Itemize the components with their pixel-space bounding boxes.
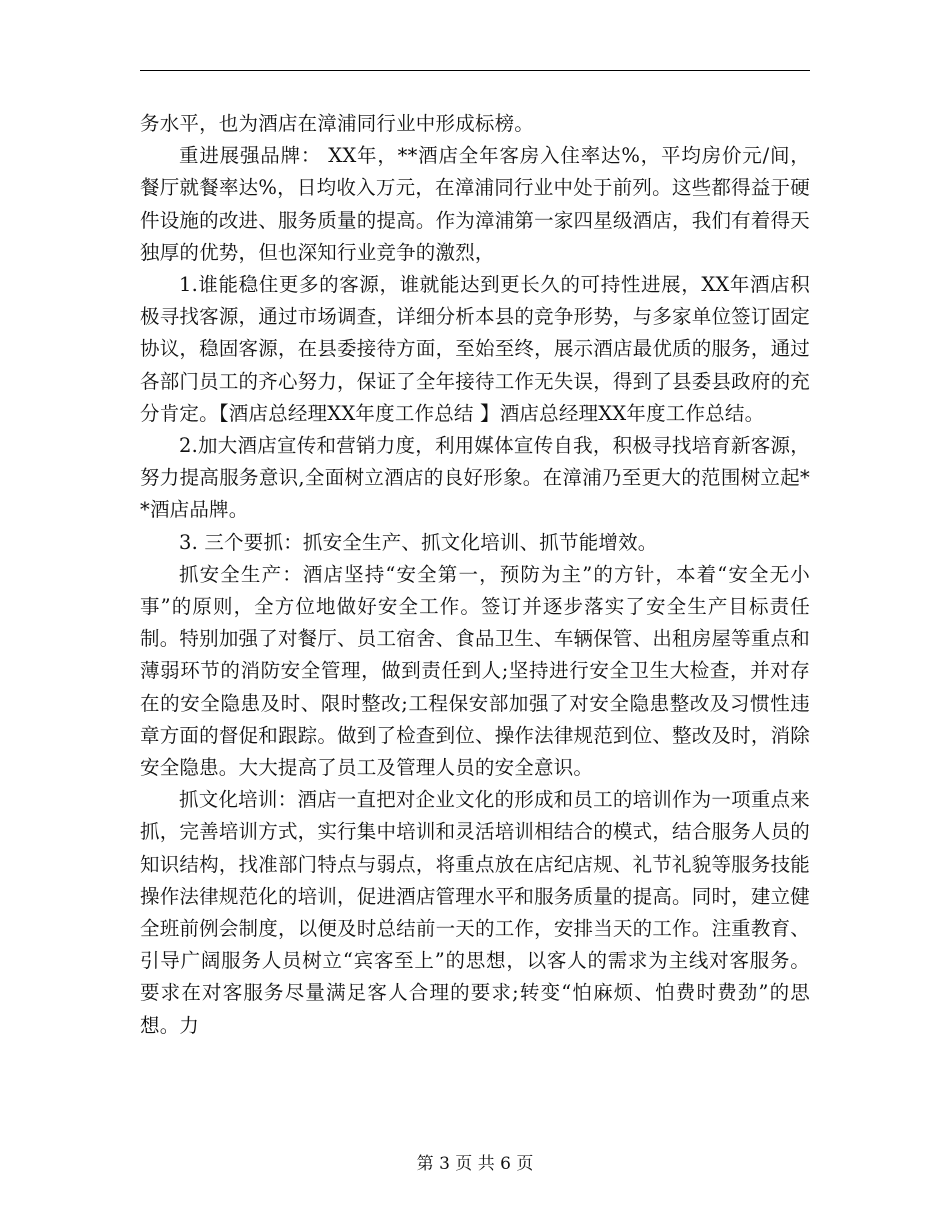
paragraph: 抓安全生产：酒店坚持“安全第一，预防为主”的方针，本着“安全无小事”的原则，全方位地做好安全工作。签订并逐步落实了安全生产目标责任制。特别加强了对餐厅、员工宿舍、食品卫生、车辆保管、出租房屋等重点和薄弱环节的消防安全管理，做到责任到人;坚持进行安全卫生大检查，并对存在的安全隐患及时、限时整改;工程保安部加强了对安全隐患整改及习惯性违章方面的督促和跟踪。做到了检查到位、操作法律规范到位、整改及时，消除安全隐患。大大提高了员工及管理人员的安全意识。 [140,562,810,780]
paragraph: 抓文化培训：酒店一直把对企业文化的形成和员工的培训作为一项重点来抓，完善培训方式，实行集中培训和灵活培训相结合的模式，结合服务人员的知识结构，找准部门特点与弱点，将重点放在店纪店规、礼节礼貌等服务技能操作法律规范化的培训，促进酒店管理水平和服务质量的提高。同时，建立健全班前例会制度，以便及时总结前一天的工作，安排当天的工作。注重教育、引导广阔服务人员树立“宾客至上”的思想，以客人的需求为主线对客服务。要求在对客服务尽量满足客人合理的要求;转变“怕麻烦、怕费时费劲”的思想。力 [140,788,810,1037]
page-number: 第 3 页 共 6 页 [416,1154,534,1174]
paragraph: 2.加大酒店宣传和营销力度，利用媒体宣传自我，积极寻找培育新客源，努力提高服务意识,全面树立酒店的良好形象。在漳浦乃至更大的范围树立起**酒店品牌。 [140,434,810,522]
paragraph: 3. 三个要抓：抓安全生产、抓文化培训、抓节能增效。 [179,530,658,554]
document-body [140,108,810,1042]
paragraph: 重进展强品牌： XX年，**酒店全年客房入住率达%，平均房价元/间，餐厅就餐率达%，日均收入万元，在漳浦同行业中处于前列。这些都得益于硬件设施的改进、服务质量的提高。作为漳浦第一家四星级酒店，我们有着得天独厚的优势，但也深知行业竞争的激烈， [140,144,810,264]
paragraph: 1.谁能稳住更多的客源，谁就能达到更长久的可持性进展，XX年酒店积极寻找客源，通过市场调查，详细分析本县的竞争形势，与多家单位签订固定协议，稳固客源，在县委接待方面，至始至终，展示酒店最优质的服务，通过各部门员工的齐心努力，保证了全年接待工作无失误，得到了县委县政府的充分肯定。【酒店总经理XX年度工作总结 】酒店总经理XX年度工作总结。 [140,273,810,425]
header-rule [140,70,810,71]
paragraph: 务水平，也为酒店在漳浦同行业中形成标榜。 [140,112,535,135]
